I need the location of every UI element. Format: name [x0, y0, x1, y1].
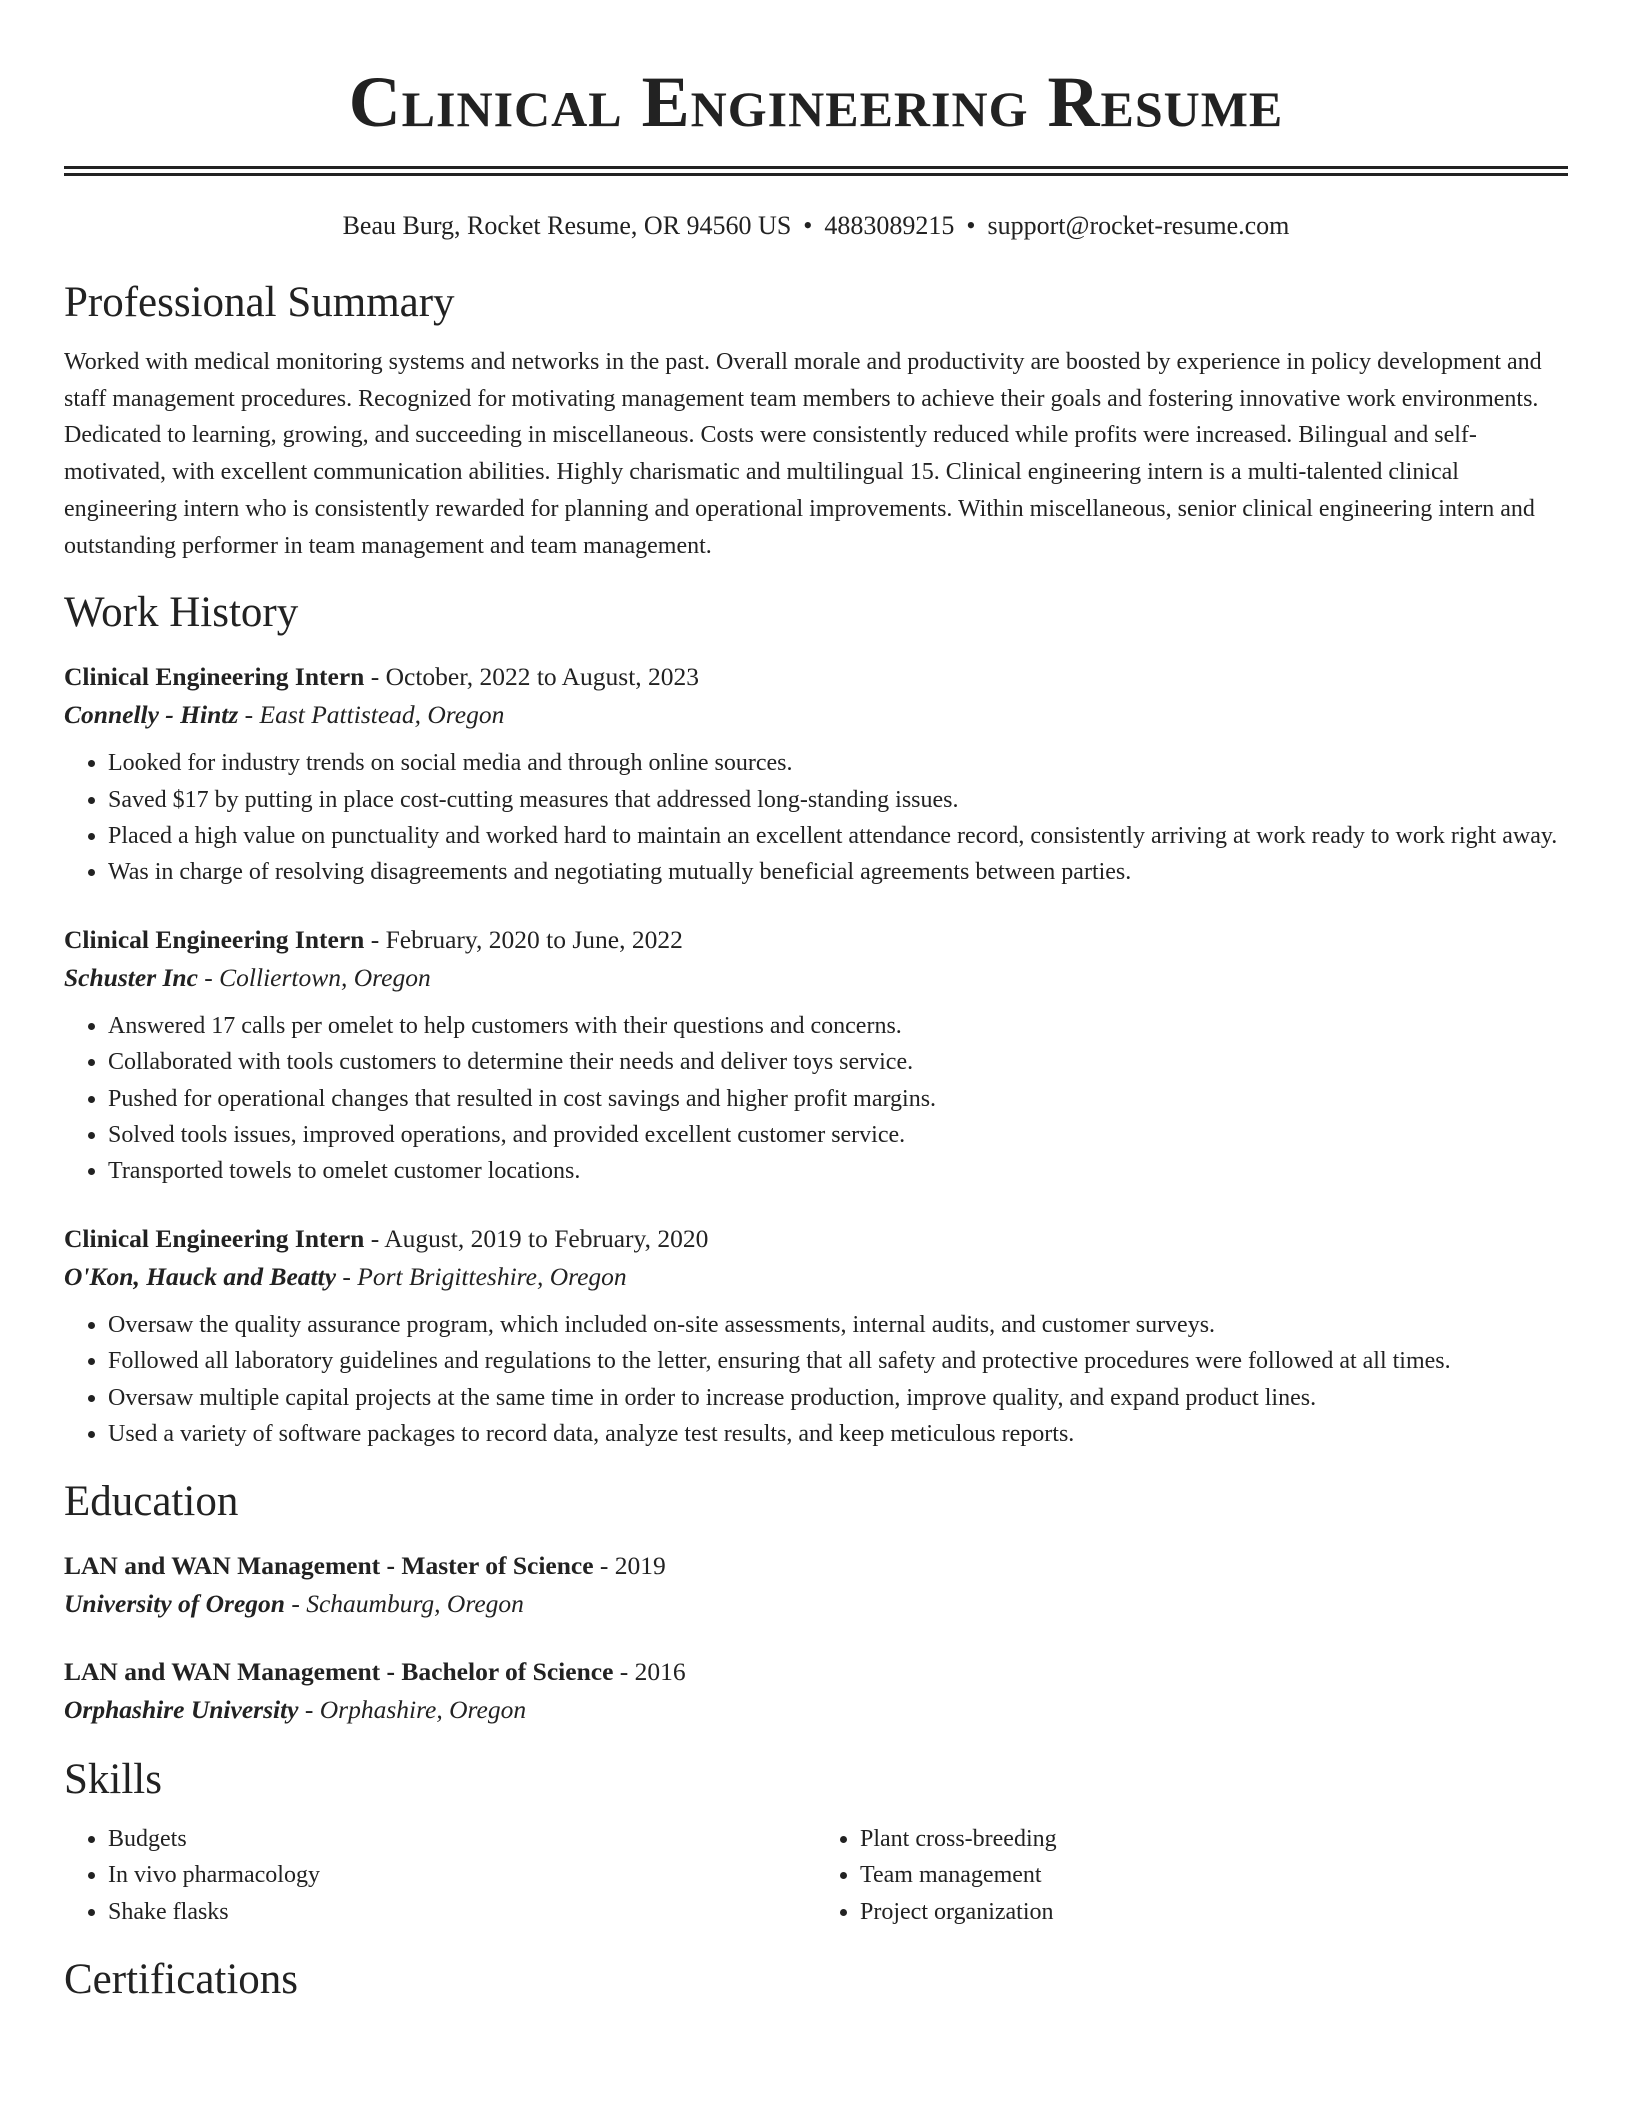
job-company-line [64, 959, 1568, 997]
contact-address: Beau Burg, Rocket Resume, OR 94560 US [342, 211, 792, 240]
job-bullet: • Looked for industry trends on social media and through online sources. [108, 745, 1568, 781]
job-role: Clinical Engineering Intern [64, 662, 365, 692]
education-entry [64, 1547, 1568, 1623]
job-company: Schuster Inc [64, 962, 198, 992]
skills-columns [64, 1821, 1568, 1931]
job-location: - East Pattistead, Oregon [238, 700, 505, 730]
job-entry [64, 658, 1568, 891]
job-bullets [64, 1008, 1568, 1190]
job-role: Clinical Engineering Intern [64, 924, 365, 954]
job-dates: - October, 2022 to August, 2023 [364, 662, 700, 692]
degree-year: - 2019 [593, 1550, 666, 1580]
school-location: - Schaumburg, Oregon [284, 1588, 524, 1618]
school-location: - Orphashire, Oregon [298, 1694, 527, 1724]
skills-heading: Skills [64, 1755, 162, 1803]
job-bullet: • Pushed for operational changes that resulted in cost savings and higher profit margins. [108, 1081, 1568, 1117]
job-title-line [64, 1220, 1568, 1258]
job-entry [64, 1220, 1568, 1453]
job-role: Clinical Engineering Intern [64, 1223, 365, 1253]
job-bullet: • Oversaw multiple capital projects at the same time in order to increase production, improve quality, and expand product lines. [108, 1380, 1568, 1416]
job-company-line [64, 1258, 1568, 1296]
certifications-heading: Certifications [64, 1955, 299, 2003]
skills-list-left [64, 1821, 816, 1931]
job-bullet: • Solved tools issues, improved operations, and provided excellent customer service. [108, 1117, 1568, 1153]
school-name: Orphashire University [64, 1694, 299, 1724]
job-bullet: • Followed all laboratory guidelines and regulations to the letter, ensuring that all safety and protective procedures were followed at all times. [108, 1343, 1568, 1379]
degree-line [64, 1653, 1568, 1691]
job-location: - Colliertown, Oregon [197, 962, 431, 992]
skills-list-right [816, 1821, 1568, 1931]
job-title-line [64, 658, 1568, 696]
job-title-line [64, 921, 1568, 959]
school-line [64, 1585, 1568, 1623]
job-location: - Port Brigitteshire, Oregon [336, 1261, 627, 1291]
job-dates: - August, 2019 to February, 2020 [364, 1223, 709, 1253]
education-entry [64, 1653, 1568, 1729]
degree-line [64, 1547, 1568, 1585]
job-entry [64, 921, 1568, 1190]
contact-line [64, 210, 1568, 242]
contact-email: support@rocket-resume.com [987, 211, 1290, 240]
education-heading: Education [64, 1477, 239, 1525]
job-bullet: • Used a variety of software packages to record data, analyze test results, and keep meticulous reports. [108, 1416, 1568, 1452]
job-bullet: • Saved $17 by putting in place cost-cutting measures that addressed long-standing issues. [108, 782, 1568, 818]
job-bullet: • Oversaw the quality assurance program, which included on-site assessments, internal audits, and customer surveys. [108, 1307, 1568, 1343]
job-company: Connelly - Hintz [64, 700, 239, 730]
job-company: O'Kon, Hauck and Beatty [64, 1261, 337, 1291]
job-bullet: • Transported towels to omelet customer locations. [108, 1153, 1568, 1189]
contact-separator: • [966, 211, 976, 240]
skill-item: • Shake flasks [108, 1894, 816, 1931]
school-name: University of Oregon [64, 1588, 285, 1618]
job-bullets [64, 1307, 1568, 1453]
school-line [64, 1691, 1568, 1729]
job-company-line [64, 696, 1568, 734]
degree-year: - 2016 [613, 1656, 686, 1686]
job-bullet: • Was in charge of resolving disagreements and negotiating mutually beneficial agreements between parties. [108, 854, 1568, 890]
job-bullet: • Placed a high value on punctuality and worked hard to maintain an excellent attendance record, consistently arriving at work ready to work right away. [108, 818, 1568, 854]
job-bullet: • Answered 17 calls per omelet to help customers with their questions and concerns. [108, 1008, 1568, 1044]
contact-separator: • [803, 211, 813, 240]
degree-name: LAN and WAN Management - Bachelor of Science [64, 1656, 614, 1686]
job-bullets [64, 745, 1568, 891]
skill-item: • Budgets [108, 1821, 816, 1858]
title-double-rule [64, 166, 1568, 176]
summary-text: Worked with medical monitoring systems and networks in the past. Overall morale and productivity are boosted by experience in policy development and staff management procedures. Recognized for motivating management team members to achieve their goals and fostering innovative work environments. Dedicated to learning, growing, and succeeding in miscellaneous. Costs were consistently reduced while profits were increased. Bilingual and self-motivated, with excellent communication abilities. Highly charismatic and multilingual 15. Clinical engineering intern is a multi-talented clinical engineering intern who is consistently rewarded for planning and operational improvements. Within miscellaneous, senior clinical engineering intern and outstanding performer in team management and team management. [64, 349, 1542, 559]
degree-name: LAN and WAN Management - Master of Science [64, 1550, 594, 1580]
skill-item: • Plant cross-breeding [860, 1821, 1568, 1858]
work-history-heading: Work History [64, 589, 299, 637]
skill-item: • Project organization [860, 1894, 1568, 1931]
job-bullet: • Collaborated with tools customers to determine their needs and deliver toys service. [108, 1044, 1568, 1080]
resume-title: Clinical Engineering Resume [348, 62, 1284, 142]
skill-item: • Team management [860, 1857, 1568, 1894]
skill-item: • In vivo pharmacology [108, 1857, 816, 1894]
contact-phone: 4883089215 [824, 211, 955, 240]
summary-heading: Professional Summary [64, 279, 455, 326]
job-dates: - February, 2020 to June, 2022 [364, 924, 683, 954]
